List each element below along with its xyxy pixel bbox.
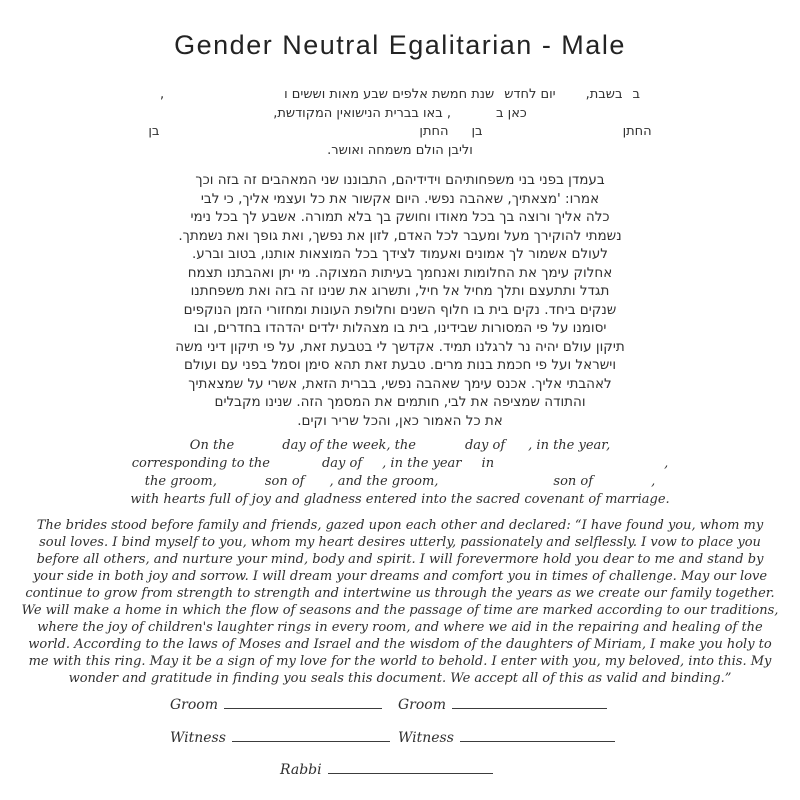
parent-name-blank: [449, 134, 472, 135]
witness-signature-right: [398, 728, 615, 746]
day-number-blank: [234, 448, 282, 449]
hebrew-text-segment: בן: [471, 124, 483, 139]
hebrew-text-segment: החתן: [419, 124, 449, 139]
english-text-segment: ,: [651, 474, 656, 489]
day-of-month-blank: [416, 448, 465, 449]
english-text-segment: day of: [321, 456, 363, 471]
groom-name-blank: [438, 484, 553, 485]
hebrew-declaration-line: תיקון עולם יהיה נר לרגלנו תמיד. אקדשך לי בטבעת זאת, על פי תיקון דיני משה: [175, 338, 625, 355]
hebrew-place-line: [0, 105, 800, 124]
witness-signature-left: [170, 728, 390, 746]
english-text-segment: the groom,: [144, 474, 217, 489]
english-grooms-line: [0, 473, 800, 491]
hebrew-text-segment: שנת חמשת אלפים שבע מאות וששים ו: [284, 87, 495, 102]
rabbi-label: Rabbi: [280, 762, 322, 778]
groom-label: Groom: [170, 697, 219, 713]
witness-label: Witness: [170, 730, 226, 746]
hebrew-declaration-line: נשמתי להוקירך מעל ומעבר לכל האדם, לזון את נפשך, ואת גופך ואת נשמתך.: [178, 227, 622, 244]
english-text-segment: , in the year: [382, 456, 462, 471]
witness-signature-line: [460, 728, 615, 742]
english-text-segment: , and the groom,: [329, 474, 439, 489]
rabbi-signature: [280, 760, 493, 778]
page-title: Gender Neutral Egalitarian - Male: [174, 30, 626, 60]
english-vow-line: where the joy of children's laughter rings in every room, and where we aid in the repairing and healing of the: [37, 620, 763, 635]
english-text-segment: son of: [264, 474, 305, 489]
hebrew-text-segment: החתן: [622, 124, 652, 139]
groom-signature-right: [398, 695, 607, 713]
english-vow-line: The brides stood before family and friends, gazed upon each other and declared: “I have found you, whom my: [36, 518, 764, 533]
hebrew-text-segment: ב: [632, 87, 641, 102]
hebrew-grooms-line: [0, 123, 800, 142]
groom-name-blank: [483, 134, 623, 135]
english-vow-line: world. According to the laws of Moses and Israel and the wisdom of the daughters of Miriam, I make you holy to: [28, 637, 772, 652]
english-date-line: [0, 437, 800, 455]
english-opening-section: [0, 437, 800, 509]
hebrew-declaration-line: את כל האמור כאן, והכל שריר וקים.: [297, 412, 503, 429]
place-name-blank: [494, 466, 664, 467]
english-text-segment: in: [481, 456, 495, 471]
hebrew-text-segment: ,: [159, 87, 165, 102]
english-text-segment: ,: [664, 456, 669, 471]
hebrew-declaration-line: לאהבתי אליך. אכנס עימך שאהבה נפשי, בברית הזאת, אשרי על שמצאתיך: [188, 375, 612, 392]
english-vow-paragraph: [0, 517, 800, 687]
witness-label: Witness: [398, 730, 454, 746]
groom-signature-row: [0, 695, 800, 715]
english-vow-line: We will make a home in which the flow of seasons and the passage of time are marked according to our traditions,: [21, 603, 779, 618]
month-name-blank: [494, 97, 504, 98]
english-covenant-line: with hearts full of joy and gladness entered into the sacred covenant of marriage.: [130, 492, 670, 507]
groom-signature-line: [224, 695, 382, 709]
groom-name-blank: [159, 134, 419, 135]
day-of-month-blank: [556, 97, 586, 98]
parent-name-blank: [593, 484, 651, 485]
month-name-blank: [505, 448, 528, 449]
witness-signature-line: [232, 728, 390, 742]
place-name-blank: [451, 116, 496, 117]
rabbi-signature-row: [0, 760, 800, 780]
year-blank: [462, 466, 482, 467]
english-vow-line: before all others, and nurture your mind, body and spirit. I will forevermore hold you dear to me and stand by: [36, 552, 764, 567]
hebrew-text-segment: , באו בברית הנישואין המקודשת,: [273, 105, 452, 121]
hebrew-text-segment: בשבת,: [585, 87, 623, 102]
hebrew-declaration-line: אמרו: 'מצאתיך, שאהבה נפשי. היום אקשור את כל ועצמי אליך, כי לבי: [200, 190, 600, 207]
hebrew-declaration-line: שנקים ביחד. נקים בית בו חלוף השנים וחלופת העונות ומחזורי הזמן הנוקפים: [183, 301, 617, 318]
witness-signature-row: [0, 728, 800, 748]
hebrew-declaration-paragraph: [0, 171, 800, 430]
english-corresponding-line: [0, 455, 800, 473]
english-text-segment: son of: [553, 474, 594, 489]
hebrew-joy-line: וליבן הולם משמחה ואושר.: [327, 142, 473, 158]
english-vow-line: me with this ring. May it be a sign of my love for the world to behold. I enter with you, my beloved, into this. My: [28, 654, 772, 669]
english-vow-line: your side in both joy and sorrow. I will dream your dreams and comfort you in times of challenge. May our love: [32, 569, 768, 584]
english-vow-line: continue to grow from strength to strength and intertwine us through the years as we create our family together.: [25, 586, 775, 601]
parent-name-blank: [305, 484, 330, 485]
english-text-segment: , in the year,: [528, 438, 611, 453]
day-number-blank: [623, 97, 633, 98]
hebrew-declaration-line: והתודה שמציפה את לבי, חותמים את המסמך הזה. שנינו מקבלים: [214, 394, 586, 410]
english-text-segment: corresponding to the: [131, 456, 270, 471]
groom-label: Groom: [398, 697, 447, 713]
hebrew-date-line: [0, 86, 800, 105]
month-name-blank: [362, 466, 382, 467]
english-text-segment: On the: [189, 438, 235, 453]
groom-name-blank: [217, 484, 265, 485]
hebrew-text-segment: יום לחדש: [504, 87, 556, 102]
english-text-segment: day of the week, the: [282, 438, 416, 453]
day-number-blank: [270, 466, 322, 467]
hebrew-declaration-line: יסומנו על פי המסורות שבידינו, בית בו מצהלות ילדים יהדהדו בחדרים, ובו: [193, 320, 607, 336]
groom-signature-line: [452, 695, 607, 709]
groom-signature-left: [170, 695, 382, 713]
rabbi-signature-line: [328, 760, 493, 774]
english-vow-line: wonder and gratitude in finding you seals this document. We accept all of this as valid and binding.”: [68, 671, 732, 686]
english-text-segment: day of: [464, 438, 506, 453]
hebrew-text-segment: כאן ב: [496, 105, 527, 121]
hebrew-declaration-line: בעמדן בפני בני משפחותיהם וידידיהם, התבוננו שני המאהבים זה בזה וכך: [195, 172, 605, 188]
hebrew-declaration-line: וישראל ועל פי חכמת בנות מרים. טבעת זאת תהא סימן וסמל בפני עם ועולם: [183, 357, 617, 373]
hebrew-declaration-line: כלה אליך ורוצה בך בכל מאודו וחושק בך בלא תמורה. אשבע לך בכל נימי: [190, 209, 610, 225]
hebrew-opening-section: [0, 86, 800, 160]
hebrew-declaration-line: אחלוק עימך את החלומות ואנחמך בעיתות המצוקה. מי יתן ואהבתנו תצמח: [187, 264, 613, 281]
hebrew-declaration-line: תגדל ותתעצם ותלך מחיל אל חיל, ותשרוג את שנינו זה בזה ואת משפחתנו: [190, 283, 610, 299]
year-blank: [164, 97, 284, 98]
hebrew-text-segment: בן: [148, 124, 160, 139]
english-vow-line: soul loves. I bind myself to you, whom my heart desires utterly, passionately and selflessly. I vow to place you: [39, 535, 761, 550]
hebrew-declaration-line: לעולם אשמור לך אמונים ואעמוד לצידך בכל המוצאות אותנו, בטוב וברע.: [192, 246, 608, 262]
